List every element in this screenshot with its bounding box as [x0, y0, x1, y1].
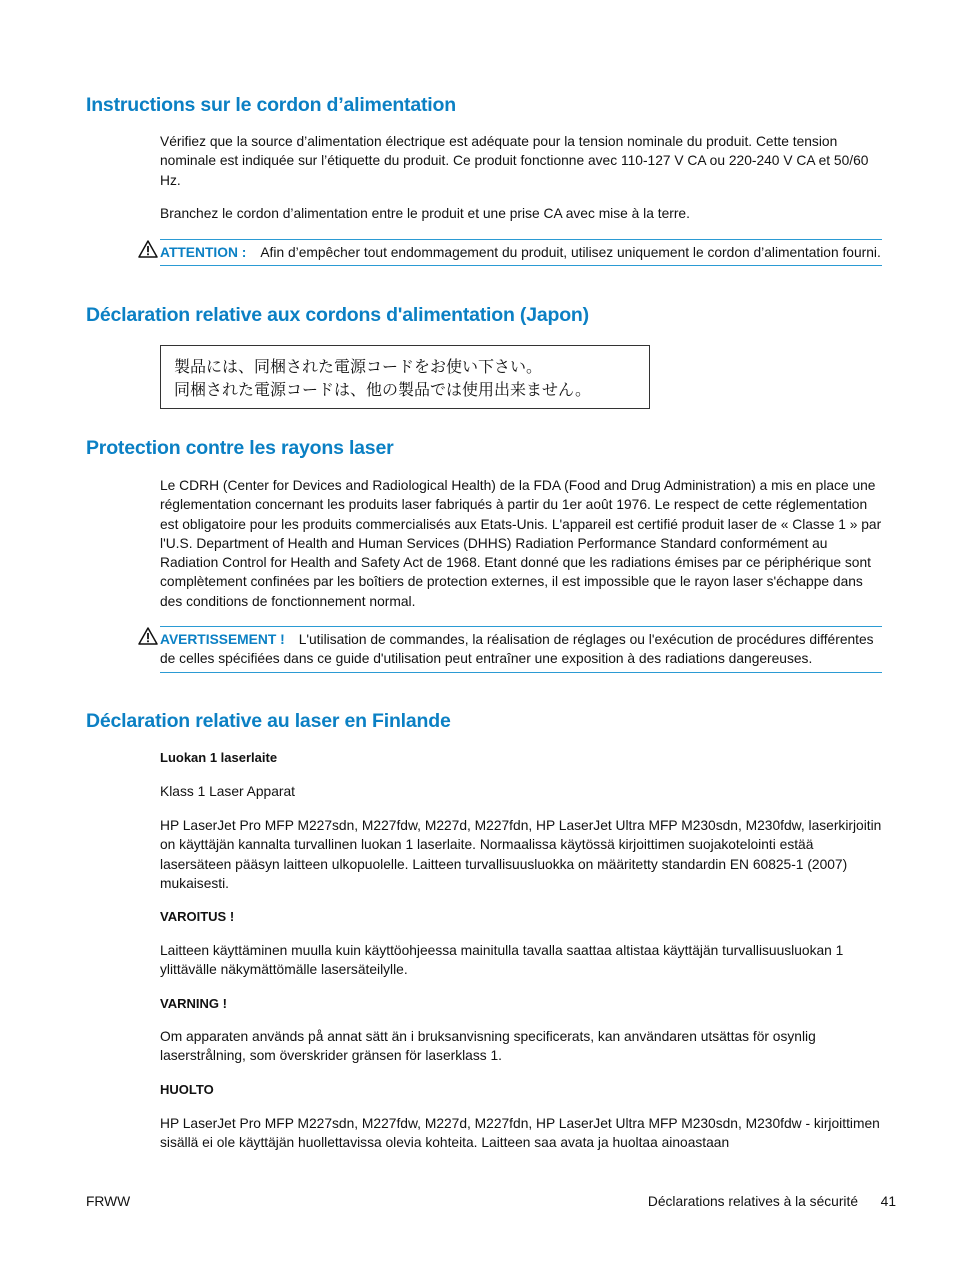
heading-laser-protection: Protection contre les rayons laser [86, 437, 394, 459]
paragraph-varning: Om apparaten används på annat sätt än i bruksanvisning specificerats, kan användaren utsättas för osynlig laserstrålning, som överskrider gränsen för laserklass 1. [160, 1029, 816, 1064]
subheading-varning: VARNING ! [160, 996, 227, 1011]
heading-japan-power-cord: Déclaration relative aux cordons d'alimentation (Japon) [86, 304, 589, 326]
paragraph-power-source: Vérifiez que la source d’alimentation électrique est adéquate pour la tension nominale du produit. Cette tension nominale est indiquée sur l’étiquette du produit. Ce produit fonctionne avec 110-127 V CA ou 220-240 V CA et 50/60 Hz. [160, 134, 869, 188]
subheading-huolto: HUOLTO [160, 1082, 214, 1097]
japanese-statement-box [160, 345, 650, 409]
paragraph-finnish-safety: HP LaserJet Pro MFP M227sdn, M227fdw, M227d, M227fdn, HP LaserJet Ultra MFP M230sdn, M230fdw, laserkirjoitin on käyttäjän kannalta turvallinen luokan 1 laserlaite. Normaalissa käytössä kirjoittimen suojakotelointi estää lasersäteen pääsyn laitteen ulkopuolelle. Laitteen turvallisuusluokka on määritetty standardin EN 60825-1 (2007) mukaisesti. [160, 818, 882, 891]
paragraph-klass: Klass 1 Laser Apparat [160, 784, 295, 799]
attention-label: ATTENTION : [160, 245, 247, 260]
attention-text: Afin d’empêcher tout endommagement du produit, utilisez uniquement le cordon d’alimentation fourni. [260, 245, 881, 260]
footer-page-number: 41 [880, 1194, 896, 1209]
heading-power-cord-instructions: Instructions sur le cordon d’alimentation [86, 94, 456, 116]
warning-triangle-icon [138, 240, 158, 258]
japanese-line-1: 製品には、同梱された電源コードをお使い下さい。 [174, 357, 543, 376]
paragraph-cdrh-regulation: Le CDRH (Center for Devices and Radiological Health) de la FDA (Food and Drug Administration) a mis en place une réglementation concernant les produits laser fabriqués à partir du 1er août 1976. Le respect de cette réglementation est obligatoire pour les produits commercialisés aux Etats-Unis. L'appareil est certifié produit laser de « Classe 1 » par l'U.S. Department of Health and Human Services (DHHS) Radiation Performance Standard conformément au Radiation Control for Health and Safety Act de 1968. Etant donné que les radiations émises par ce périphérique sont complètement confinées par les boîtiers de protection externes, il est impossible que le rayon laser s'échappe dans des conditions de fonctionnement normal. [160, 478, 882, 609]
warning-label: AVERTISSEMENT ! [160, 632, 285, 647]
paragraph-varoitus: Laitteen käyttäminen muulla kuin käyttöohjeessa mainitulla tavalla saattaa altistaa käyttäjän turvallisuusluokan 1 ylittävälle näkymättömälle lasersäteilylle. [160, 943, 844, 978]
subheading-varoitus: VAROITUS ! [160, 909, 235, 924]
subheading-luokan: Luokan 1 laserlaite [160, 750, 278, 765]
paragraph-huolto: HP LaserJet Pro MFP M227sdn, M227fdw, M227d, M227fdn, HP LaserJet Ultra MFP M230sdn, M230fdw - kirjoittimen sisällä ei ole käyttäjän huollettavissa olevia kohteita. Laitteen saa avata ja huoltaa ainoastaan [160, 1116, 880, 1151]
japanese-line-2: 同梱された電源コードは、他の製品では使用出来ません。 [174, 380, 591, 399]
paragraph-plug-cord: Branchez le cordon d’alimentation entre le produit et une prise CA avec mise à la terre. [160, 206, 690, 221]
footer-section-title: Déclarations relatives à la sécurité [647, 1194, 858, 1209]
heading-finland-laser: Déclaration relative au laser en Finlande [86, 710, 451, 732]
warning-text: L'utilisation de commandes, la réalisation de réglages ou l'exécution de procédures différentes de celles spécifiées dans ce guide d'utilisation peut entraîner une exposition à des radiations dangereuses. [160, 632, 874, 667]
warning-triangle-icon [138, 627, 158, 645]
attention-note [160, 239, 882, 266]
warning-note [160, 626, 882, 673]
footer-left: FRWW [86, 1194, 131, 1209]
